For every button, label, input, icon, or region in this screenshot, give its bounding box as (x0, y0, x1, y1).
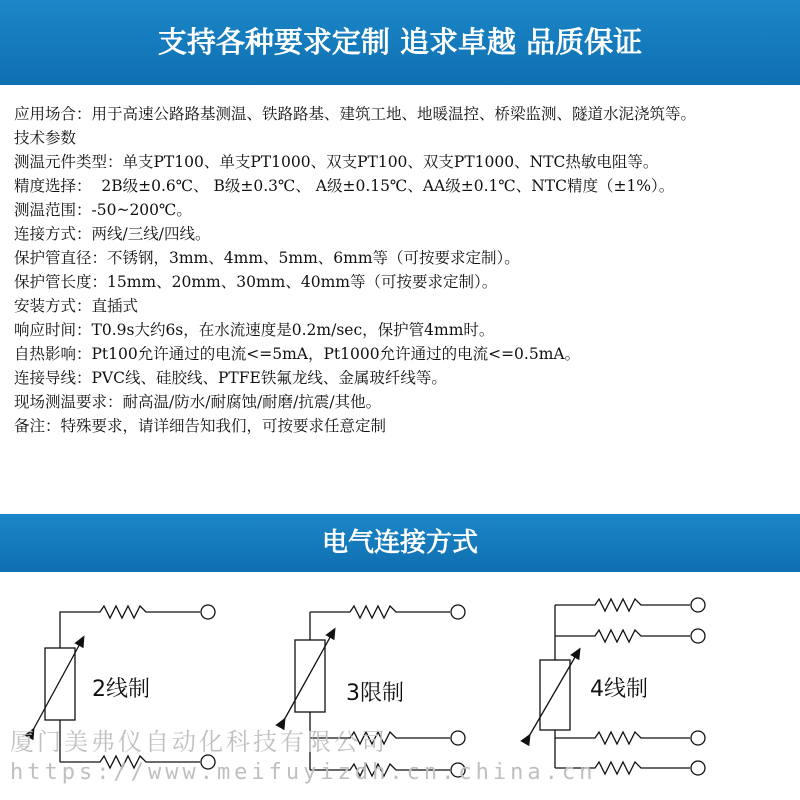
resistor-zigzag (60, 606, 200, 618)
spec-line: 保护管直径：不锈钢，3mm、4mm、5mm、6mm等（可按要求定制）。 (14, 249, 520, 267)
resistor-zigzag (555, 732, 690, 744)
spec-line: 连接导线：PVC线、硅胶线、PTFE铁氟龙线、金属玻纤线等。 (14, 369, 447, 387)
terminal-circle (691, 731, 705, 745)
terminal-circle (201, 755, 215, 769)
spec-line: 连接方式：两线/三线/四线。 (14, 225, 211, 243)
spec-line: 测温元件类型：单支PT100、单支PT1000、双支PT100、双支PT1000、NTC热敏电阻等。 (14, 153, 659, 171)
section-title: 电气连接方式 (321, 528, 478, 558)
resistor-zigzag (310, 606, 450, 618)
terminal-circle (691, 598, 705, 612)
terminal-circle (451, 731, 465, 745)
section-banner (0, 514, 800, 572)
resistor-zigzag (555, 599, 690, 611)
terminal-circle (451, 763, 465, 777)
spec-line: 技术参数 (14, 129, 77, 147)
url-watermark: https://www.meifuyizdh.cn.china.cn (10, 760, 597, 785)
resistor-zigzag (555, 762, 690, 774)
spec-line: 精度选择： 2B级±0.6℃、 B级±0.3℃、 A级±0.15℃、AA级±0.1℃、NTC精度（±1%）。 (14, 177, 675, 195)
wiring-diagram (0, 580, 800, 800)
terminal-circle (451, 605, 465, 619)
three-wire-label: 3限制 (346, 681, 404, 706)
four-wire-label: 4线制 (590, 677, 648, 702)
terminal-circle (201, 605, 215, 619)
spec-line: 响应时间：T0.9s大约6s，在水流速度是0.2m/sec，保护管4mm时。 (14, 321, 495, 339)
spec-line: 安装方式：直插式 (14, 297, 139, 315)
spec-list (14, 102, 794, 438)
thermistor-body (295, 640, 325, 712)
spec-line: 现场测温要求：耐高温/防水/耐腐蚀/耐磨/抗震/其他。 (14, 393, 382, 411)
thermistor-body (540, 660, 570, 730)
terminal-circle (691, 629, 705, 643)
spec-line: 自热影响：Pt100允许通过的电流<=5mA，Pt1000允许通过的电流<=0.5mA。 (14, 345, 581, 363)
resistor-zigzag (310, 764, 450, 776)
resistor-zigzag (555, 630, 690, 642)
spec-line: 备注：特殊要求，请详细告知我们，可按要求任意定制 (14, 417, 387, 435)
resistor-zigzag (60, 756, 200, 768)
banner-title: 支持各种要求定制 追求卓越 品质保证 (157, 25, 643, 59)
terminal-circle (691, 761, 705, 775)
two-wire-label: 2线制 (92, 677, 150, 702)
company-watermark: 厦门美弗仪自动化科技有限公司 (10, 728, 388, 756)
resistor-zigzag (310, 732, 450, 744)
spec-line: 应用场合：用于高速公路路基测温、铁路路基、建筑工地、地暖温控、桥梁监测、隧道水泥浇筑等。 (14, 105, 697, 123)
spec-line: 测温范围：-50~200℃。 (14, 201, 192, 219)
spec-line: 保护管长度：15mm、20mm、30mm、40mm等（可按要求定制）。 (14, 273, 498, 291)
thermistor-body (45, 648, 75, 720)
top-banner (0, 0, 800, 85)
